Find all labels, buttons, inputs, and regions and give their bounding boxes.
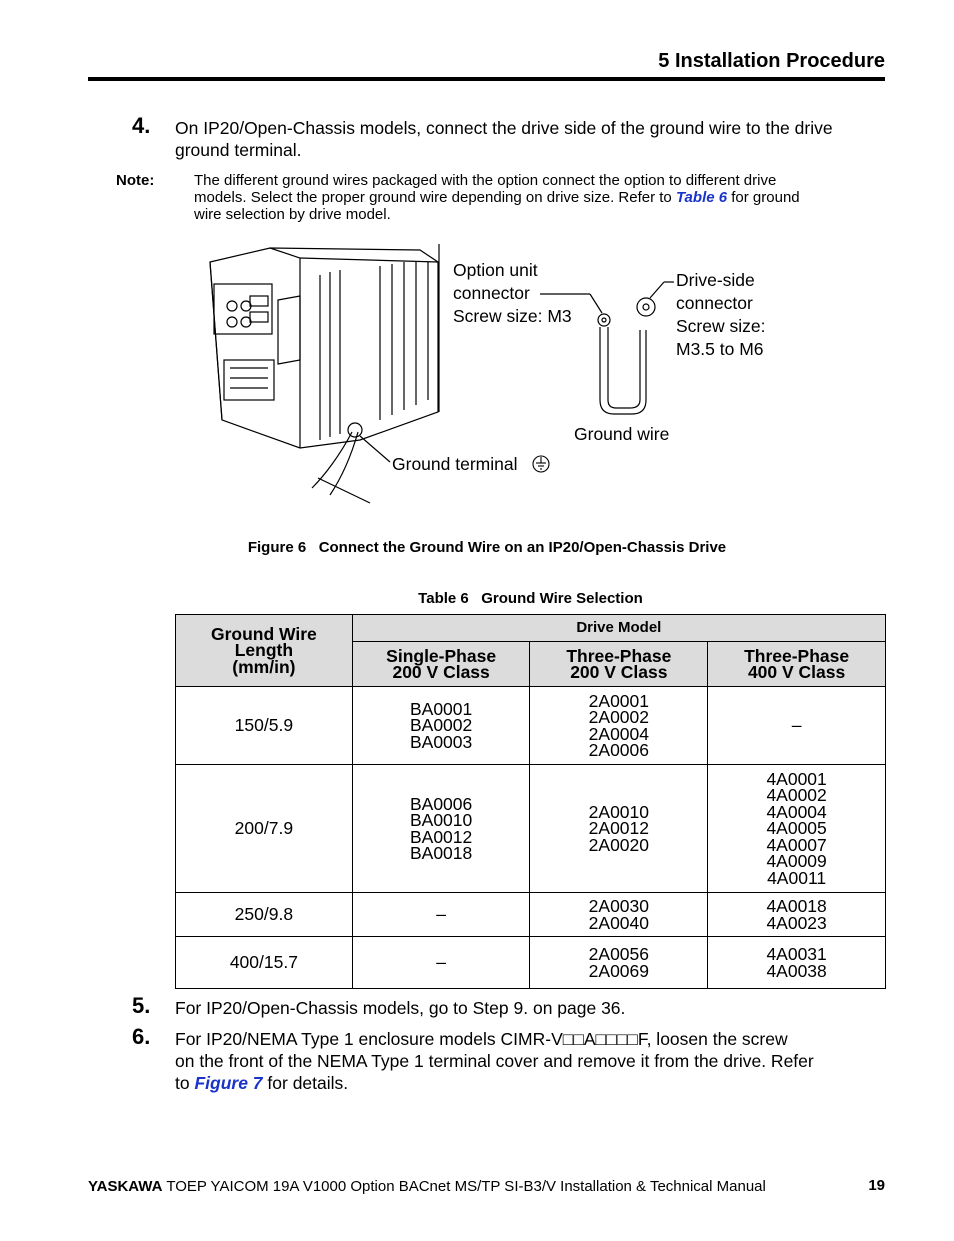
cell-single-phase: BA0001 BA0002 BA0003 (352, 687, 530, 765)
drive-side-label-line-1: Drive-side (676, 270, 755, 290)
header-length-line-1: Ground Wire (210, 623, 317, 644)
note-line-2 (194, 189, 800, 206)
drive-side-label-line-2: connector (676, 293, 753, 313)
ground-wire-selection-table (175, 614, 886, 989)
option-unit-label-line-3: Screw size: M3 (453, 306, 572, 326)
header-blank-right (708, 615, 886, 642)
drive-side-connector-label (676, 269, 765, 361)
drive-side-label-line-4: M3.5 to M6 (676, 339, 764, 359)
option-unit-connector-label (453, 259, 572, 328)
step-6-line-3-tail: for details. (262, 1073, 349, 1093)
cell-single-phase: – (352, 893, 530, 937)
step-6-line-1: For IP20/NEMA Type 1 enclosure models CIMR-V□□A□□□□F, loosen the screw (175, 1029, 788, 1049)
header-ground-wire-length (176, 615, 353, 687)
cell-three-phase-400: 4A0018 4A0023 (708, 893, 886, 937)
step-4-text (175, 117, 833, 161)
table-row (176, 937, 886, 989)
footer-brand: YASKAWA (88, 1178, 163, 1195)
step-4-line-2: ground terminal. (175, 140, 302, 160)
step-6-text (175, 1028, 814, 1094)
step-6-number: 6. (132, 1024, 151, 1049)
note-line-2-tail: for ground (727, 189, 800, 206)
figure-7-link[interactable]: Figure 7 (194, 1073, 263, 1093)
table-6-link[interactable]: Table 6 (675, 189, 728, 206)
option-unit-label-line-1: Option unit (453, 260, 538, 280)
step-5-text: For IP20/Open-Chassis models, go to Step 9. on page 36. (175, 998, 626, 1018)
note-text (194, 172, 800, 223)
header-length-line-3: (mm/in) (232, 656, 296, 677)
step-6-line-3 (175, 1072, 814, 1094)
cell-single-phase: – (352, 937, 530, 989)
header-three400-line-1: Three-Phase (744, 645, 850, 666)
header-length-line-2: Length (234, 640, 294, 661)
cell-three-phase-400: 4A0031 4A0038 (708, 937, 886, 989)
page-number: 19 (868, 1177, 885, 1194)
drive-side-label-line-3: Screw size: (676, 316, 766, 336)
header-three400-line-2: 400 V Class (747, 662, 846, 682)
cell-length: 250/9.8 (176, 893, 353, 937)
table-row (176, 687, 886, 765)
cell-length: 150/5.9 (176, 687, 353, 765)
cell-single-phase: BA0006 BA0010 BA0012 BA0018 (352, 765, 530, 893)
table-row (176, 765, 886, 893)
cell-three-phase-400: 4A0001 4A0002 4A0004 4A0005 4A0007 4A0009 4A0011 (708, 765, 886, 893)
step-6-line-2: on the front of the NEMA Type 1 terminal cover and remove it from the drive. Refer (175, 1051, 814, 1071)
step-5-number: 5. (132, 993, 151, 1018)
step-6-line-3-text: to (175, 1073, 195, 1093)
cell-three-phase-200: 2A0010 2A0012 2A0020 (530, 765, 708, 893)
step-4-line-1: On IP20/Open-Chassis models, connect the drive side of the ground wire to the drive (175, 118, 833, 138)
ground-wire-label: Ground wire (574, 424, 670, 444)
step-4-number: 4. (132, 113, 151, 138)
figure-6-caption: Figure 6 Connect the Ground Wire on an IP20/Open-Chassis Drive (247, 539, 727, 556)
header-three-phase-200 (530, 642, 708, 687)
table-6-caption: Table 6 Ground Wire Selection (418, 590, 643, 607)
footer-manual-title: TOEP YAICOM 19A V1000 Option BACnet MS/TP SI-B3/V Installation & Technical Manual (162, 1178, 766, 1195)
note-line-1: The different ground wires packaged with the option connect the option to different drive (194, 172, 777, 189)
note-line-3: wire selection by drive model. (194, 206, 391, 223)
header-rule (88, 77, 885, 81)
cell-length: 200/7.9 (176, 765, 353, 893)
page-header-title: 5 Installation Procedure (658, 50, 885, 72)
ground-symbol-icon (533, 456, 549, 472)
cell-three-phase-200: 2A0056 2A0069 (530, 937, 708, 989)
cell-length: 400/15.7 (176, 937, 353, 989)
header-blank-left (352, 615, 530, 642)
header-three-phase-400 (708, 642, 886, 687)
header-three200-line-2: 200 V Class (570, 662, 668, 682)
table-row (176, 893, 886, 937)
cell-three-phase-200: 2A0030 2A0040 (530, 893, 708, 937)
ground-terminal-label: Ground terminal (392, 454, 518, 474)
footer-text (88, 1178, 766, 1195)
header-three200-line-1: Three-Phase (566, 645, 672, 666)
cell-three-phase-200: 2A0001 2A0002 2A0004 2A0006 (530, 687, 708, 765)
cell-three-phase-400: – (708, 687, 886, 765)
header-single-line-2: 200 V Class (392, 662, 490, 682)
table-header-row-1 (176, 615, 886, 642)
header-single-line-1: Single-Phase (386, 645, 497, 666)
note-label: Note: (116, 172, 155, 189)
note-line-2-text: models. Select the proper ground wire depending on drive size. Refer to (194, 189, 676, 206)
option-unit-label-line-2: connector (453, 283, 530, 303)
header-single-phase-200 (352, 642, 530, 687)
header-drive-model: Drive Model (530, 615, 708, 642)
